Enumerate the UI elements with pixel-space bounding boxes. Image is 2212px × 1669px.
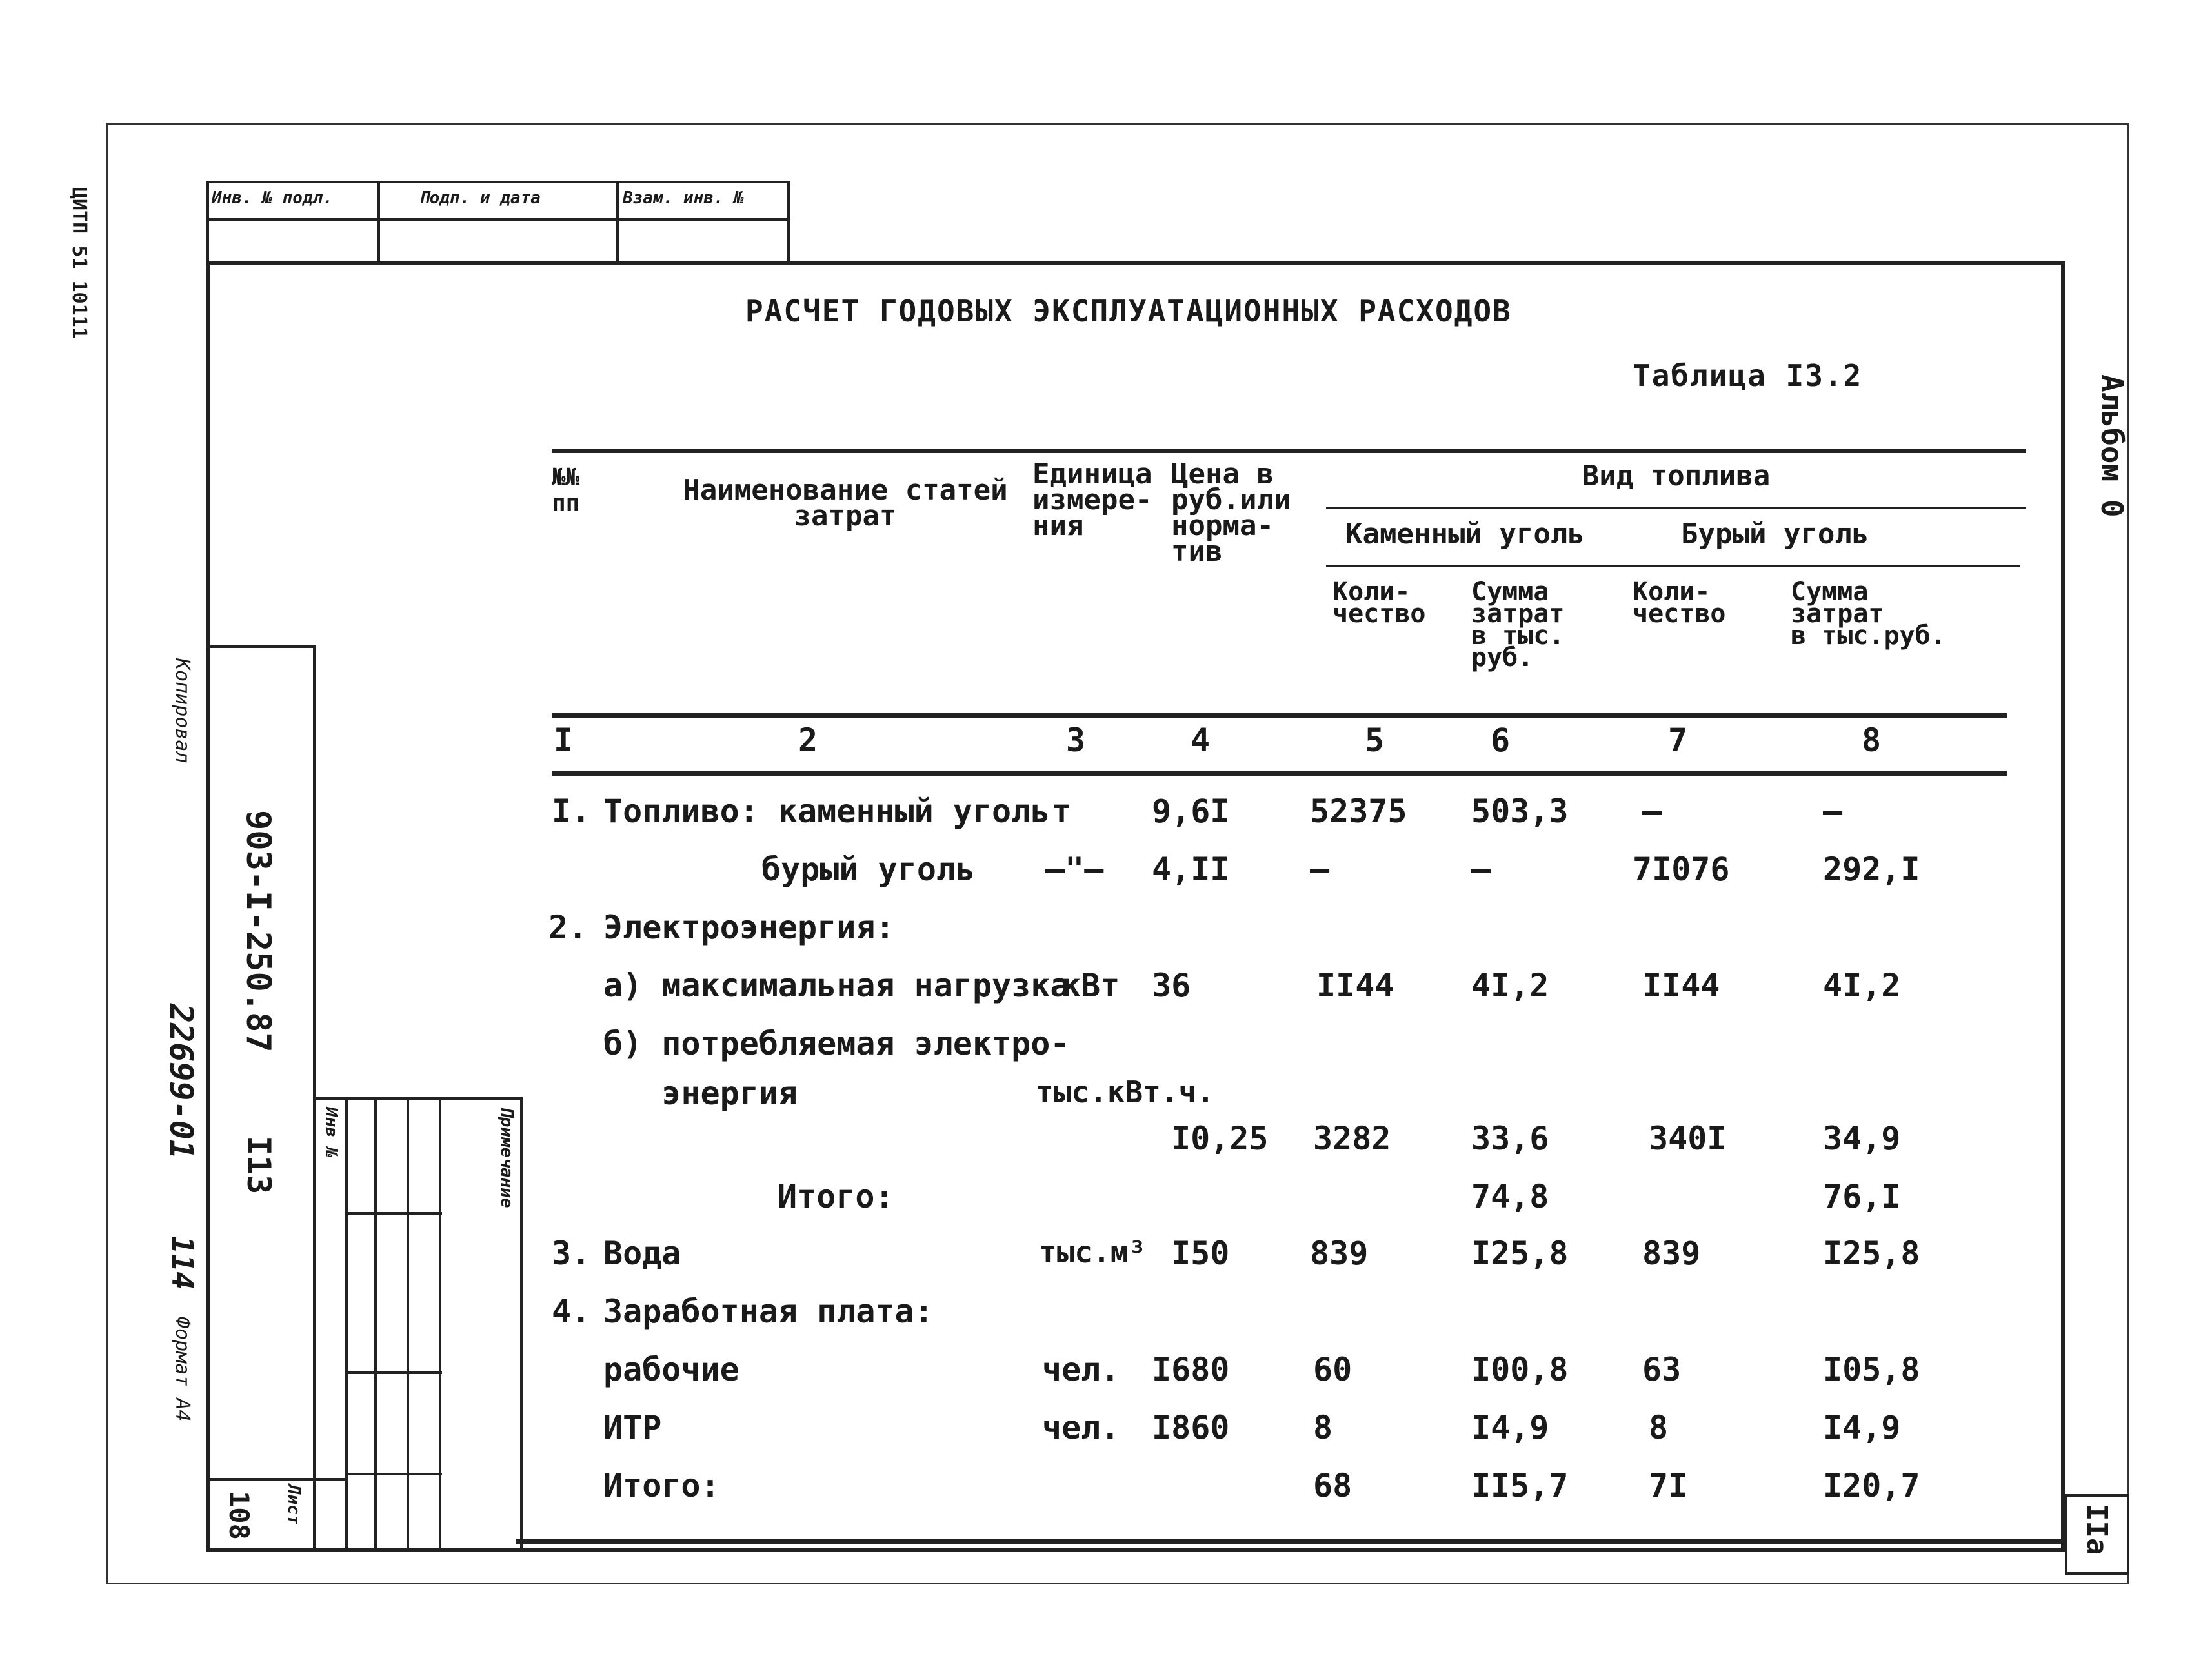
row-c8: 4I,2 <box>1823 967 1901 1004</box>
header-sum1: Сумма затрат в тыс. руб. <box>1471 577 1565 673</box>
row-unit: чел. <box>1042 1351 1120 1388</box>
row-c5: II44 <box>1316 967 1394 1004</box>
row-unit: кВт <box>1061 967 1120 1004</box>
colnum-5: 5 <box>1365 722 1385 759</box>
sheet-number: 108 <box>223 1491 255 1540</box>
colnum-bottom-rule <box>552 771 2007 776</box>
doc-number: 903-I-250.87 <box>239 810 277 1053</box>
stamp-inv-podl: Инв. № подл. <box>212 188 333 208</box>
margin-format: Формат А4 <box>171 1317 194 1422</box>
row-name: Заработная плата: <box>603 1293 934 1330</box>
row-c6: 74,8 <box>1471 1178 1549 1215</box>
header-bottom-rule <box>552 713 2007 718</box>
margin-code: ЦИТП 51 10111 <box>68 187 90 339</box>
row-name: ИТР <box>603 1409 662 1446</box>
header-unit: Единица измере- ния <box>1032 458 1152 542</box>
row-unit: –"– <box>1045 851 1104 888</box>
row-c6: 33,6 <box>1471 1120 1549 1157</box>
page-number: IIa <box>2080 1504 2113 1555</box>
header-price: Цена в руб.или норма- тив <box>1171 458 1291 568</box>
header-top-rule <box>552 449 2026 453</box>
colnum-1: I <box>554 722 574 759</box>
section-code: I13 <box>240 1136 277 1195</box>
header-fuel-type: Вид топлива <box>1582 460 1771 492</box>
row-c7: 63 <box>1642 1351 1682 1388</box>
table-bottom-rule <box>516 1539 2065 1544</box>
row-c8: 76,I <box>1823 1178 1901 1215</box>
row-name: а) максимальная нагрузка <box>603 967 1070 1004</box>
row-c6: II5,7 <box>1471 1467 1569 1504</box>
stamp-block <box>206 181 790 265</box>
row-c7: 7I <box>1649 1467 1688 1504</box>
stamp-podp-data: Подп. и дата <box>419 188 541 208</box>
row-name: энергия <box>603 1075 798 1112</box>
row-c6: I25,8 <box>1471 1235 1569 1272</box>
stamp-vzam-inv: Взам. инв. № <box>623 188 744 208</box>
list-label: Лист <box>284 1484 303 1525</box>
reg-number: 22699-01 <box>163 1004 200 1159</box>
row-c8: I20,7 <box>1823 1467 1920 1504</box>
row-c7: 7I076 <box>1633 851 1730 888</box>
album-label: Альбом 0 <box>2095 374 2129 518</box>
margin-kopiroval: Копировал <box>171 658 194 764</box>
row-unit: т <box>1052 793 1072 830</box>
header-sum2: Сумма затрат в тыс.руб. <box>1791 577 1946 651</box>
colnum-4: 4 <box>1191 722 1211 759</box>
row-c8: – <box>1823 793 1843 830</box>
header-qty2: Коли- чество <box>1633 577 1726 629</box>
row-c6: 503,3 <box>1471 793 1569 830</box>
row-c7: 839 <box>1642 1235 1701 1272</box>
row-price: 36 <box>1152 967 1191 1004</box>
colnum-3: 3 <box>1066 722 1086 759</box>
table-label: Таблица I3.2 <box>1633 358 1863 393</box>
row-price: I860 <box>1152 1409 1230 1446</box>
row-price: 9,6I <box>1152 793 1230 830</box>
row-c6: 4I,2 <box>1471 967 1549 1004</box>
row-unit: тыс.м³ <box>1039 1235 1147 1269</box>
row-c5: 3282 <box>1313 1120 1391 1157</box>
row-price: I50 <box>1171 1235 1230 1272</box>
row-name: б) потребляемая электро- <box>603 1025 1070 1062</box>
row-c7: II44 <box>1642 967 1720 1004</box>
page-title: РАСЧЕТ ГОДОВЫХ ЭКСПЛУАТАЦИОННЫХ РАСХОДОВ <box>745 294 1512 329</box>
row-name: Итого: <box>603 1467 720 1504</box>
row-name: Итого: <box>778 1178 894 1215</box>
row-c8: 292,I <box>1823 851 1920 888</box>
row-no: I. <box>552 793 591 830</box>
fuel-type-rule <box>1326 507 2026 509</box>
header-brown-coal: Бурый уголь <box>1681 518 1869 551</box>
row-name: рабочие <box>603 1351 739 1388</box>
header-coal: Каменный уголь <box>1345 518 1585 551</box>
row-c7: 8 <box>1649 1409 1669 1446</box>
row-name: Электроэнергия: <box>603 909 895 946</box>
colnum-6: 6 <box>1491 722 1511 759</box>
row-unit: чел. <box>1042 1409 1120 1446</box>
row-c8: I4,9 <box>1823 1409 1901 1446</box>
fuel-subtype-rule <box>1326 565 2020 567</box>
row-c5: 68 <box>1313 1467 1352 1504</box>
row-c5: 8 <box>1313 1409 1333 1446</box>
row-name: Вода <box>603 1235 681 1272</box>
row-c8: I25,8 <box>1823 1235 1920 1272</box>
row-name: бурый уголь <box>761 851 976 888</box>
row-c7: – <box>1642 793 1662 830</box>
header-qty1: Коли- чество <box>1332 577 1426 629</box>
row-c6: I4,9 <box>1471 1409 1549 1446</box>
row-price: I680 <box>1152 1351 1230 1388</box>
row-price: 4,II <box>1152 851 1230 888</box>
inv-label: Инв № <box>321 1107 341 1158</box>
row-c5: 52375 <box>1310 793 1407 830</box>
row-name: Топливо: каменный уголь <box>603 793 1051 830</box>
sheet-handwritten: 114 <box>165 1236 200 1290</box>
row-c7: 340I <box>1649 1120 1727 1157</box>
row-c8: I05,8 <box>1823 1351 1920 1388</box>
row-no: 2. <box>548 909 588 946</box>
primenen-label: Примечание <box>497 1107 516 1208</box>
row-c5: 839 <box>1310 1235 1369 1272</box>
row-c6: I00,8 <box>1471 1351 1569 1388</box>
row-c5: – <box>1310 851 1330 888</box>
header-name: Наименование статей затрат <box>683 474 1008 532</box>
row-c6: – <box>1471 851 1491 888</box>
row-price: I0,25 <box>1171 1120 1269 1157</box>
row-no: 3. <box>552 1235 591 1272</box>
colnum-8: 8 <box>1862 722 1882 759</box>
row-c8: 34,9 <box>1823 1120 1901 1157</box>
colnum-7: 7 <box>1668 722 1688 759</box>
row-no: 4. <box>552 1293 591 1330</box>
header-no: №№ пп <box>552 464 580 516</box>
colnum-2: 2 <box>798 722 818 759</box>
row-c5: 60 <box>1313 1351 1352 1388</box>
row-unit: тыс.кВт.ч. <box>1036 1075 1214 1109</box>
side-block <box>206 645 523 1552</box>
